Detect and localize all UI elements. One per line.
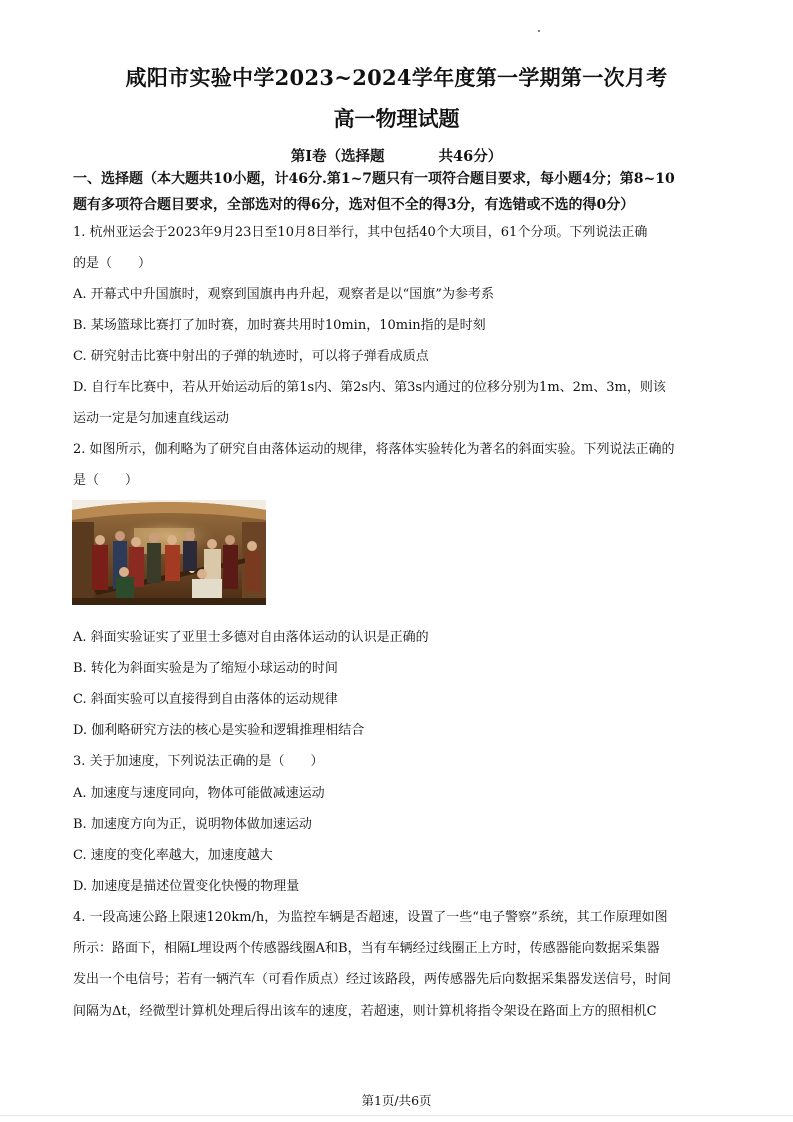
q4-line1: 4. 一段高速公路上限速120km/h，为监控车辆是否超速，设置了一些“电子警察”系统，其工作原理如图 (73, 910, 668, 925)
q3-option-d: D. 加速度是描述位置变化快慢的物理量 (73, 879, 300, 894)
exam-title: 咸阳市实验中学2023~2024学年度第一学期第一次月考 (125, 65, 668, 90)
section-instruction-line2: 题有多项符合题目要求，全部选对的得6分，选对但不全的得3分，有选错或不选的得0分） (73, 197, 635, 213)
q3-option-a: A. 加速度与速度同向，物体可能做减速运动 (73, 786, 325, 801)
q1-option-d-line1: D. 自行车比赛中，若从开始运动后的第1s内、第2s内、第3s内通过的位移分别为1m、2m、3m，则该 (73, 380, 666, 395)
q2-option-a: A. 斜面实验证实了亚里士多德对自由落体运动的认识是正确的 (73, 630, 429, 645)
volume-label: 第Ⅰ卷（选择题 (290, 148, 385, 165)
q4-line4: 间隔为Δt，经微型计算机处理后得出该车的速度，若超速，则计算机将指令架设在路面上方的照相机C (73, 1004, 657, 1019)
q2-option-b: B. 转化为斜面实验是为了缩短小球运动的时间 (73, 661, 338, 676)
section-instruction-line1: 一、选择题（本大题共10小题，计46分.第1~7题只有一项符合题目要求，每小题4分；第8~10 (73, 171, 675, 187)
q3-option-b: B. 加速度方向为正，说明物体做加速运动 (73, 817, 312, 832)
q4-line3: 发出一个电信号；若有一辆汽车（可看作质点）经过该路段，两传感器先后向数据采集器发送信号，时间 (73, 972, 672, 987)
exam-subtitle: 高一物理试题 (333, 106, 460, 131)
q1-option-a: A. 开幕式中升国旗时，观察到国旗冉冉升起，观察者是以“国旗”为参考系 (73, 287, 494, 302)
volume-heading (0, 145, 793, 166)
q1-stem-line1: 1. 杭州亚运会于2023年9月23日至10月8日举行，其中包括40个大项目，61个分项。下列说法正确 (73, 225, 648, 240)
page-number: 第1页/共6页 (361, 1093, 432, 1108)
q1-option-b: B. 某场篮球比赛打了加时赛，加时赛共用时10min，10min指的是时刻 (73, 318, 486, 333)
footer-divider (0, 1115, 793, 1116)
q4-line2: 所示：路面下，相隔L埋设两个传感器线圈A和B，当有车辆经过线圈正上方时，传感器能向数据采集器 (73, 941, 660, 956)
scan-dot (538, 30, 540, 32)
galileo-painting-image (72, 500, 266, 605)
q2-option-c: C. 斜面实验可以直接得到自由落体的运动规律 (73, 692, 338, 707)
q2-stem-line2: 是（ ） (73, 473, 139, 488)
q1-option-d-line2: 运动一定是匀加速直线运动 (73, 411, 230, 426)
q1-option-c: C. 研究射击比赛中射出的子弹的轨迹时，可以将子弹看成质点 (73, 349, 429, 364)
q2-option-d: D. 伽利略研究方法的核心是实验和逻辑推理相结合 (73, 723, 365, 738)
volume-score: 共46分） (438, 148, 503, 165)
q3-stem: 3. 关于加速度，下列说法正确的是（ ） (73, 754, 324, 769)
q1-stem-line2: 的是（ ） (73, 256, 152, 271)
q3-option-c: C. 速度的变化率越大，加速度越大 (73, 848, 273, 863)
q2-stem-line1: 2. 如图所示，伽利略为了研究自由落体运动的规律，将落体实验转化为著名的斜面实验。下列说法正确的 (73, 442, 675, 457)
